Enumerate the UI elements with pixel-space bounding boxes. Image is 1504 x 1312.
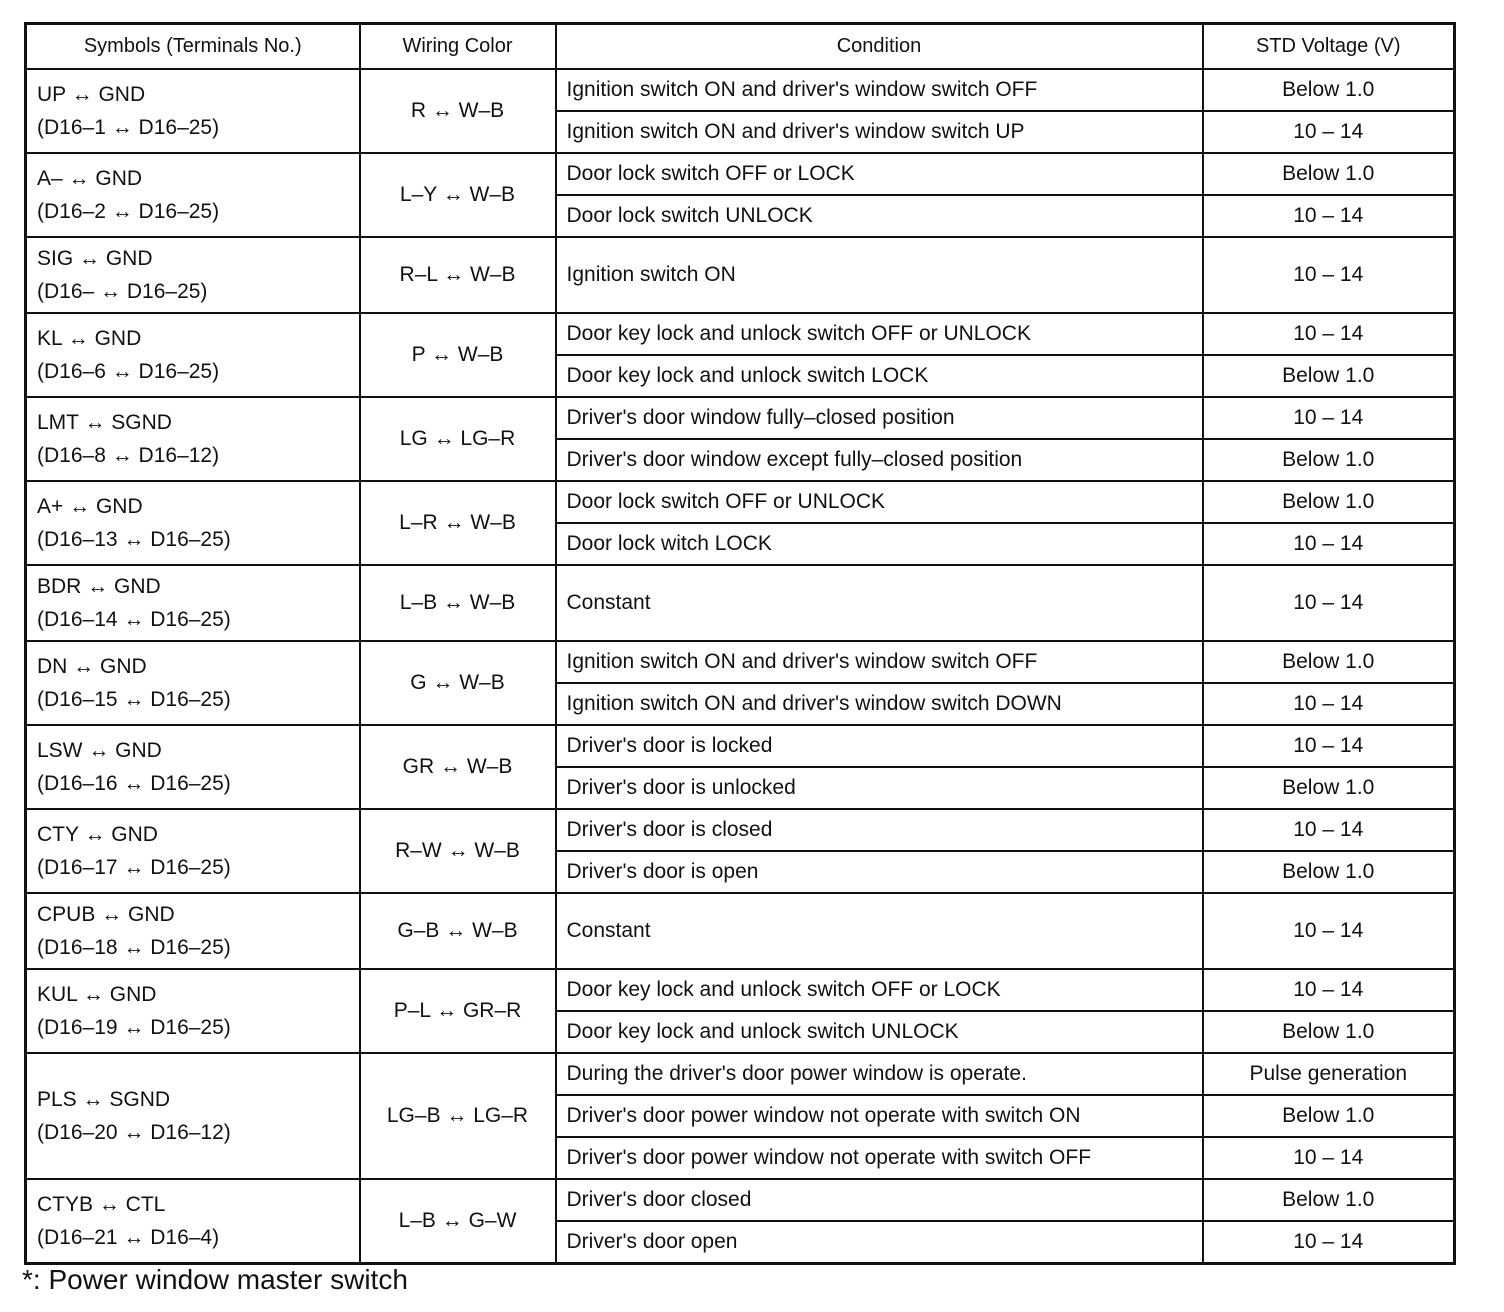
symbol-label: DN ↔ GND [37, 655, 147, 678]
symbol-cell [26, 1053, 360, 1179]
header-std-voltage: STD Voltage (V) [1203, 24, 1455, 70]
symbol-cell [26, 641, 360, 725]
std-voltage-cell: 10 – 14 [1203, 565, 1455, 641]
condition-cell: Door key lock and unlock switch UNLOCK [556, 1011, 1203, 1053]
table-row [26, 237, 1455, 313]
symbol-label: UP ↔ GND [37, 83, 146, 106]
terminal-numbers: (D16–2 ↔ D16–25) [37, 200, 220, 223]
footnote: *: Power window master switch [22, 1264, 408, 1295]
table-row [26, 1179, 1455, 1221]
std-voltage-cell: 10 – 14 [1203, 1221, 1455, 1264]
symbol-label: KL ↔ GND [37, 327, 142, 350]
symbol-label: LMT ↔ SGND [37, 411, 172, 434]
header-row [26, 24, 1455, 70]
condition-cell: Driver's door open [556, 1221, 1203, 1264]
table-row [26, 481, 1455, 523]
table-row [26, 725, 1455, 767]
symbol-cell [26, 969, 360, 1053]
wiring-color-cell: L–Y ↔ W–B [360, 153, 556, 237]
symbol-cell [26, 397, 360, 481]
std-voltage-cell: Below 1.0 [1203, 641, 1455, 683]
wiring-color-cell: G ↔ W–B [360, 641, 556, 725]
terminal-numbers: (D16–20 ↔ D16–12) [37, 1121, 231, 1144]
std-voltage-cell: Pulse generation [1203, 1053, 1455, 1095]
condition-cell: Door key lock and unlock switch LOCK [556, 355, 1203, 397]
symbol-label: CPUB ↔ GND [37, 903, 175, 926]
std-voltage-cell: 10 – 14 [1203, 893, 1455, 969]
symbol-label: A– ↔ GND [37, 167, 143, 190]
condition-cell: Driver's door window fully–closed position [556, 397, 1203, 439]
symbol-cell [26, 69, 360, 153]
std-voltage-cell: Below 1.0 [1203, 1011, 1455, 1053]
wiring-color-cell: G–B ↔ W–B [360, 893, 556, 969]
terminal-numbers: (D16–19 ↔ D16–25) [37, 1016, 231, 1039]
table-row [26, 69, 1455, 111]
condition-cell: Driver's door is closed [556, 809, 1203, 851]
wiring-color-cell: P ↔ W–B [360, 313, 556, 397]
condition-cell: During the driver's door power window is operate. [556, 1053, 1203, 1095]
symbol-label: LSW ↔ GND [37, 739, 162, 762]
terminal-voltage-table [24, 22, 1456, 1265]
table-row [26, 809, 1455, 851]
std-voltage-cell: 10 – 14 [1203, 523, 1455, 565]
terminal-numbers: (D16–6 ↔ D16–25) [37, 360, 220, 383]
symbol-cell [26, 725, 360, 809]
symbol-label: CTY ↔ GND [37, 823, 158, 846]
std-voltage-cell: Below 1.0 [1203, 439, 1455, 481]
symbol-cell [26, 481, 360, 565]
condition-cell: Driver's door power window not operate with switch ON [556, 1095, 1203, 1137]
symbol-cell [26, 313, 360, 397]
header-wiring-color: Wiring Color [360, 24, 556, 70]
std-voltage-cell: Below 1.0 [1203, 1095, 1455, 1137]
table-row [26, 893, 1455, 969]
terminal-numbers: (D16–16 ↔ D16–25) [37, 772, 231, 795]
symbol-label: BDR ↔ GND [37, 575, 161, 598]
symbol-cell [26, 237, 360, 313]
std-voltage-cell: Below 1.0 [1203, 851, 1455, 893]
symbol-cell [26, 893, 360, 969]
condition-cell: Ignition switch ON and driver's window switch OFF [556, 69, 1203, 111]
symbol-label: SIG ↔ GND [37, 247, 153, 270]
table-row [26, 313, 1455, 355]
std-voltage-cell: Below 1.0 [1203, 767, 1455, 809]
condition-cell: Door lock switch OFF or UNLOCK [556, 481, 1203, 523]
std-voltage-cell: 10 – 14 [1203, 237, 1455, 313]
condition-cell: Door lock switch OFF or LOCK [556, 153, 1203, 195]
condition-cell: Driver's door window except fully–closed position [556, 439, 1203, 481]
header-symbols: Symbols (Terminals No.) [26, 24, 360, 70]
header-condition: Condition [556, 24, 1203, 70]
symbol-cell [26, 1179, 360, 1264]
std-voltage-cell: Below 1.0 [1203, 481, 1455, 523]
wiring-color-cell: L–B ↔ G–W [360, 1179, 556, 1264]
wiring-color-cell: L–R ↔ W–B [360, 481, 556, 565]
wiring-color-cell: L–B ↔ W–B [360, 565, 556, 641]
table-row [26, 397, 1455, 439]
symbol-cell [26, 565, 360, 641]
table-row [26, 641, 1455, 683]
condition-cell: Ignition switch ON and driver's window switch OFF [556, 641, 1203, 683]
condition-cell: Door lock witch LOCK [556, 523, 1203, 565]
condition-cell: Constant [556, 565, 1203, 641]
table-row [26, 565, 1455, 641]
std-voltage-cell: 10 – 14 [1203, 683, 1455, 725]
table-row [26, 153, 1455, 195]
condition-cell: Driver's door is unlocked [556, 767, 1203, 809]
table-row [26, 1053, 1455, 1095]
terminal-numbers: (D16–13 ↔ D16–25) [37, 528, 231, 551]
symbol-label: PLS ↔ SGND [37, 1088, 171, 1111]
condition-cell: Driver's door closed [556, 1179, 1203, 1221]
wiring-color-cell: LG ↔ LG–R [360, 397, 556, 481]
condition-cell: Ignition switch ON [556, 237, 1203, 313]
terminal-numbers: (D16–15 ↔ D16–25) [37, 688, 231, 711]
condition-cell: Door key lock and unlock switch OFF or LOCK [556, 969, 1203, 1011]
condition-cell: Ignition switch ON and driver's window switch DOWN [556, 683, 1203, 725]
std-voltage-cell: 10 – 14 [1203, 397, 1455, 439]
std-voltage-cell: 10 – 14 [1203, 809, 1455, 851]
terminal-numbers: (D16–8 ↔ D16–12) [37, 444, 220, 467]
std-voltage-cell: 10 – 14 [1203, 111, 1455, 153]
terminal-numbers: (D16–21 ↔ D16–4) [37, 1226, 220, 1249]
std-voltage-cell: 10 – 14 [1203, 195, 1455, 237]
std-voltage-cell: 10 – 14 [1203, 969, 1455, 1011]
std-voltage-cell: Below 1.0 [1203, 69, 1455, 111]
std-voltage-cell: 10 – 14 [1203, 725, 1455, 767]
table-body [26, 69, 1455, 1264]
wiring-color-cell: R ↔ W–B [360, 69, 556, 153]
symbol-label: CTYB ↔ CTL [37, 1193, 166, 1216]
symbol-label: KUL ↔ GND [37, 983, 157, 1006]
condition-cell: Driver's door is open [556, 851, 1203, 893]
symbol-cell [26, 809, 360, 893]
wiring-color-cell: R–L ↔ W–B [360, 237, 556, 313]
wiring-color-cell: GR ↔ W–B [360, 725, 556, 809]
std-voltage-cell: Below 1.0 [1203, 1179, 1455, 1221]
terminal-numbers: (D16– ↔ D16–25) [37, 280, 208, 303]
wiring-color-cell: LG–B ↔ LG–R [360, 1053, 556, 1179]
symbol-cell [26, 153, 360, 237]
condition-cell: Constant [556, 893, 1203, 969]
wiring-color-cell: P–L ↔ GR–R [360, 969, 556, 1053]
condition-cell: Door lock switch UNLOCK [556, 195, 1203, 237]
table-row [26, 969, 1455, 1011]
terminal-numbers: (D16–17 ↔ D16–25) [37, 856, 231, 879]
std-voltage-cell: 10 – 14 [1203, 1137, 1455, 1179]
wiring-color-cell: R–W ↔ W–B [360, 809, 556, 893]
std-voltage-cell: 10 – 14 [1203, 313, 1455, 355]
condition-cell: Driver's door is locked [556, 725, 1203, 767]
condition-cell: Door key lock and unlock switch OFF or UNLOCK [556, 313, 1203, 355]
std-voltage-cell: Below 1.0 [1203, 153, 1455, 195]
terminal-numbers: (D16–14 ↔ D16–25) [37, 608, 231, 631]
condition-cell: Driver's door power window not operate with switch OFF [556, 1137, 1203, 1179]
terminal-numbers: (D16–18 ↔ D16–25) [37, 936, 231, 959]
std-voltage-cell: Below 1.0 [1203, 355, 1455, 397]
terminal-numbers: (D16–1 ↔ D16–25) [37, 116, 220, 139]
condition-cell: Ignition switch ON and driver's window switch UP [556, 111, 1203, 153]
symbol-label: A+ ↔ GND [37, 495, 143, 518]
